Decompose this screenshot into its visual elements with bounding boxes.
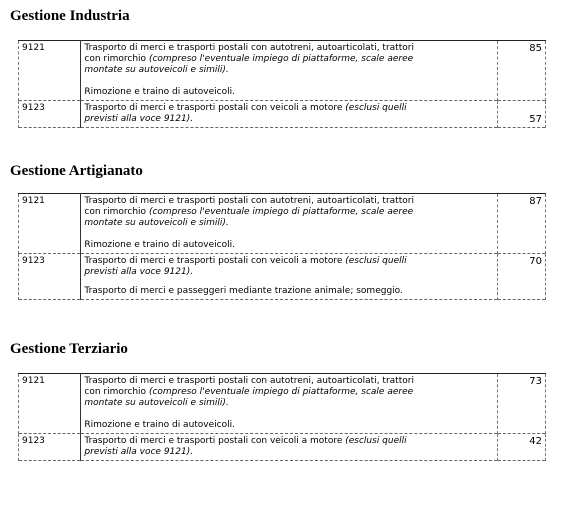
description-note: montate su autoveicoli e simili). xyxy=(84,398,229,408)
description-note: (compreso l'eventuale impiego di piattaforme, scale aeree xyxy=(148,54,414,64)
code-cell: 9121 xyxy=(19,194,81,254)
description-note: montate su autoveicoli e simili). xyxy=(84,218,229,228)
rate-cell: 73 xyxy=(497,374,545,434)
tariff-table-industria xyxy=(18,40,546,128)
table-row xyxy=(19,254,546,300)
description-note: (esclusi quelli xyxy=(345,436,407,446)
rate-cell: 70 xyxy=(497,254,545,300)
description-cell xyxy=(81,194,497,254)
description-text: con rimorchio xyxy=(84,387,149,397)
tariff-table-artigianato xyxy=(18,193,546,300)
description-note: (esclusi quelli xyxy=(345,256,407,266)
description-note: previsti alla voce 9121). xyxy=(84,114,194,124)
rate-cell: 87 xyxy=(497,194,545,254)
code-cell: 9121 xyxy=(19,374,81,434)
code-cell: 9123 xyxy=(19,434,81,461)
section-title-industria: Gestione Industria xyxy=(10,8,130,24)
tariff-table-terziario xyxy=(18,373,546,461)
section-title-artigianato: Gestione Artigianato xyxy=(10,163,143,179)
description-note: (compreso l'eventuale impiego di piattaforme, scale aeree xyxy=(148,387,414,397)
table-row xyxy=(19,434,546,461)
rate-cell: 57 xyxy=(497,101,545,128)
description-text: con rimorchio xyxy=(84,207,149,217)
code-cell: 9123 xyxy=(19,101,81,128)
description-cell xyxy=(81,374,497,434)
description-extra: Rimozione e traino di autoveicoli. xyxy=(84,420,235,430)
description-extra: Rimozione e traino di autoveicoli. xyxy=(84,87,235,97)
description-line: Trasporto di merci e trasporti postali con autotreni, autoarticolati, trattori xyxy=(84,43,414,53)
description-note: (esclusi quelli xyxy=(345,103,407,113)
description-cell xyxy=(81,41,497,101)
description-text: con rimorchio xyxy=(84,54,149,64)
rate-cell: 42 xyxy=(497,434,545,461)
description-text: Trasporto di merci e trasporti postali con veicoli a motore xyxy=(84,256,346,266)
description-extra: Trasporto di merci e passeggeri mediante trazione animale; someggio. xyxy=(84,286,403,296)
description-note: montate su autoveicoli e simili). xyxy=(84,65,229,75)
description-text: Trasporto di merci e trasporti postali con veicoli a motore xyxy=(84,103,346,113)
section-title-terziario: Gestione Terziario xyxy=(10,341,128,357)
description-cell xyxy=(81,254,497,300)
description-cell xyxy=(81,434,497,461)
description-text: Trasporto di merci e trasporti postali con veicoli a motore xyxy=(84,436,346,446)
description-note: previsti alla voce 9121). xyxy=(84,447,194,457)
rate-cell: 85 xyxy=(497,41,545,101)
table-row xyxy=(19,374,546,434)
description-line: Trasporto di merci e trasporti postali con autotreni, autoarticolati, trattori xyxy=(84,376,414,386)
description-note: (compreso l'eventuale impiego di piattaforme, scale aeree xyxy=(148,207,414,217)
table-row xyxy=(19,101,546,128)
code-cell: 9121 xyxy=(19,41,81,101)
description-line: Trasporto di merci e trasporti postali con autotreni, autoarticolati, trattori xyxy=(84,196,414,206)
description-extra: Rimozione e traino di autoveicoli. xyxy=(84,240,235,250)
table-row xyxy=(19,41,546,101)
description-cell xyxy=(81,101,497,128)
code-cell: 9123 xyxy=(19,254,81,300)
table-row xyxy=(19,194,546,254)
description-note: previsti alla voce 9121). xyxy=(84,267,194,277)
